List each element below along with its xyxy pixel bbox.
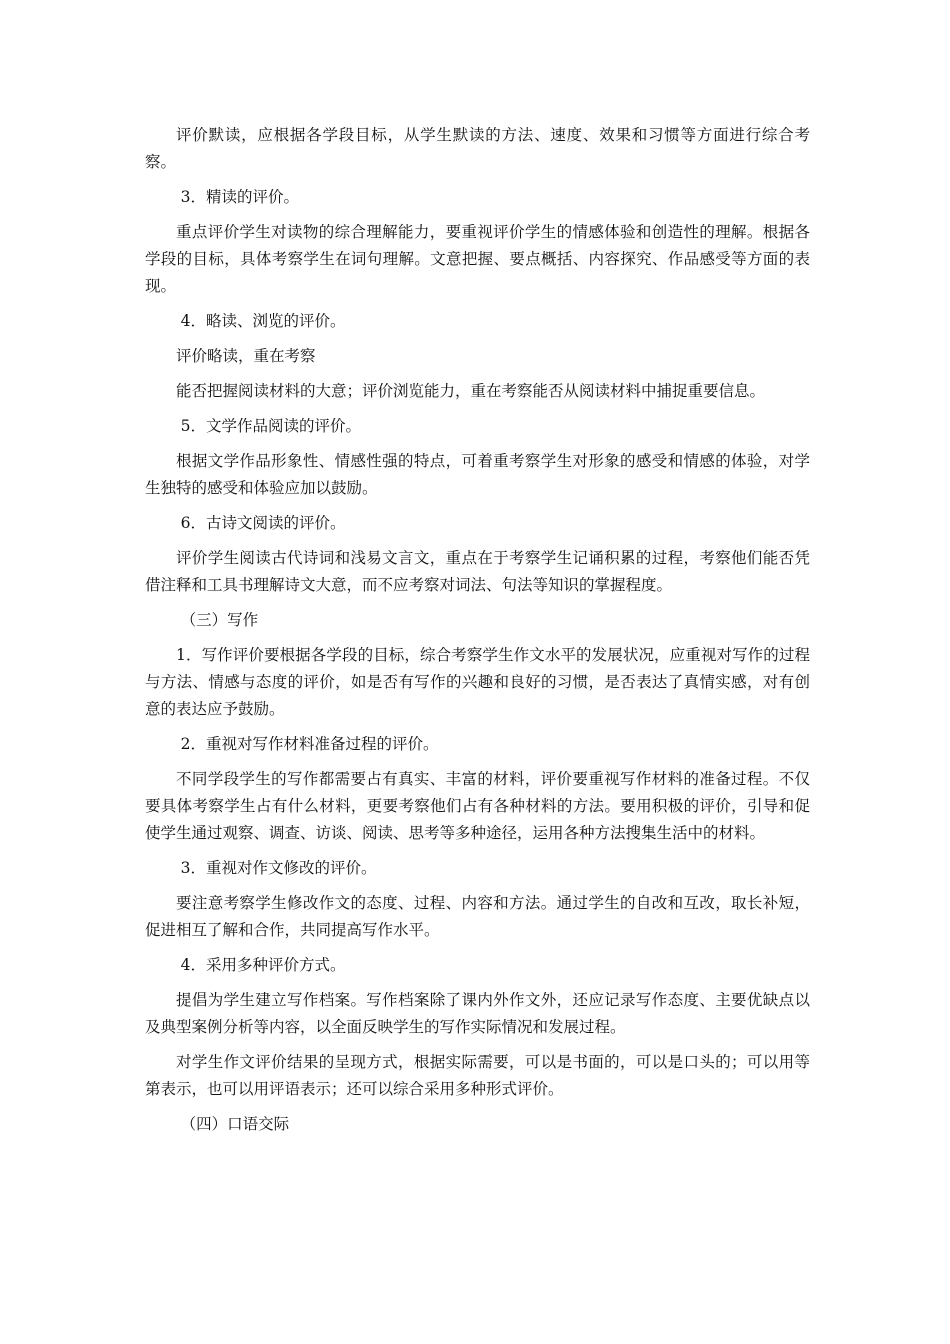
paragraph-silent-reading: 评价默读，应根据各学段目标，从学生默读的方法、速度、效果和习惯等方面进行综合考察。 <box>145 126 810 171</box>
paragraph-writing-portfolio: 提倡为学生建立写作档案。写作档案除了课内外作文外，还应记录写作态度、主要优缺点以及典型案例分析等内容，以全面反映学生的写作实际情况和发展过程。 <box>145 991 810 1036</box>
heading-writing-material: 2．重视对写作材料准备过程的评价。 <box>180 735 439 753</box>
paragraph-revision: 要注意考察学生修改作文的态度、过程、内容和方法。通过学生的自改和互改，取长补短，促进相互了解和合作，共同提高写作水平。 <box>145 894 810 939</box>
heading-intensive-reading: 3．精读的评价。 <box>180 188 300 206</box>
paragraph-classical-reading: 评价学生阅读古代诗词和浅易文言文，重点在于考察学生记诵积累的过程，考察他们能否凭借注释和工具书理解诗文大意，而不应考察对词法、句法等知识的掌握程度。 <box>145 549 810 594</box>
paragraph-writing-1: 1．写作评价要根据各学段的目标，综合考察学生作文水平的发展状况，应重视对写作的过程与方法、情感与态度的评价，如是否有写作的兴趣和良好的习惯，是否表达了真情实感，对有创意的表达应予鼓励。 <box>145 646 810 718</box>
heading-skimming: 4．略读、浏览的评价。 <box>180 312 346 330</box>
paragraph-skimming-2: 能否把握阅读材料的大意；评价浏览能力，重在考察能否从阅读材料中捕捉重要信息。 <box>176 382 766 400</box>
section-heading-oral-communication: （四）口语交际 <box>180 1115 290 1133</box>
heading-assessment-methods: 4．采用多种评价方式。 <box>180 956 346 974</box>
heading-literature-reading: 5．文学作品阅读的评价。 <box>180 417 362 435</box>
paragraph-intensive-reading: 重点评价学生对读物的综合理解能力，要重视评价学生的情感体验和创造性的理解。根据各学段的目标，具体考察学生在词句理解。文意把握、要点概括、内容探究、作品感受等方面的表现。 <box>145 223 810 295</box>
paragraph-skimming-1: 评价略读，重在考察 <box>176 347 316 365</box>
section-heading-writing: （三）写作 <box>180 611 259 629</box>
heading-revision: 3．重视对作文修改的评价。 <box>180 859 377 877</box>
paragraph-writing-material: 不同学段学生的写作都需要占有真实、丰富的材料，评价要重视写作材料的准备过程。不仅要具体考察学生占有什么材料，更要考察他们占有各种材料的方法。要用积极的评价，引导和促使学生通过观察、调查、访谈、阅读、思考等多种途径，运用各种方法搜集生活中的材料。 <box>145 770 810 842</box>
paragraph-result-presentation: 对学生作文评价结果的呈现方式，根据实际需要，可以是书面的，可以是口头的；可以用等第表示，也可以用评语表示；还可以综合采用多种形式评价。 <box>145 1053 810 1098</box>
heading-classical-reading: 6．古诗文阅读的评价。 <box>180 514 346 532</box>
paragraph-literature-reading: 根据文学作品形象性、情感性强的特点，可着重考察学生对形象的感受和情感的体验，对学生独特的感受和体验应加以鼓励。 <box>145 452 810 497</box>
document-body <box>145 122 810 1146</box>
